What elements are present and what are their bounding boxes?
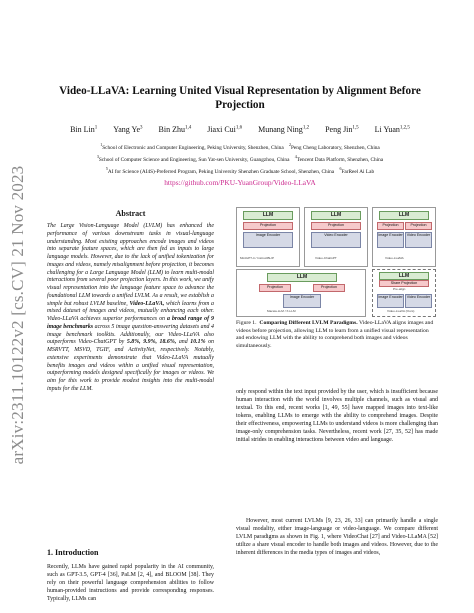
paradigm-panel [304, 207, 368, 267]
image-encoder-block: Image Encoder [377, 232, 404, 248]
image-encoder-block: Image Encoder [377, 294, 404, 308]
llm-block: LLM [267, 273, 337, 282]
share-projection-block: Share Projection [379, 280, 429, 287]
author: Yang Ye$^3$ [113, 125, 143, 134]
abstract-heading: Abstract [115, 209, 146, 218]
projection-block: Projection [243, 222, 293, 230]
author: Peng Jin$^{1,5}$ [325, 125, 359, 134]
intro-continuation-paragraph: only respond within the text input provided by the user, which is insufficient because human interaction with the world involves multiple channels, such as visual and textual. To this end, recent works [1, 49, 55] have mapped images into text-like tokens, enabling LLMs to emerge with the ability to comprehend images. Despite their effectiveness, empowering LLMs to understand videos is more challenging than image-only comprehension tasks. Nevertheless, recent work [27, 35, 52] has made initial strides in enabling interactions between video and language. [236, 389, 438, 443]
author: Bin Lin$^1$ [70, 125, 98, 134]
arxiv-identifier: arXiv:2311.10122v2 [cs.CV] 21 Nov 2023 [8, 165, 27, 465]
figure-1-bottom-row [236, 269, 436, 317]
video-encoder-block: Video Encoder [311, 232, 361, 248]
projection-block: Projection [313, 284, 345, 292]
author: Munang Ning$^{1,2}$ [258, 125, 310, 134]
video-encoder-block: Video Encoder [405, 294, 432, 308]
github-link[interactable]: https://github.com/PKU-YuanGroup/Video-LLaVA [164, 178, 316, 187]
paradigm-panel [236, 269, 366, 317]
llm-block: LLM [379, 211, 429, 220]
image-encoder-block: Image Encoder [283, 294, 321, 308]
paradigm-panel-ours [372, 269, 436, 317]
image-encoder-block: Image Encoder [243, 232, 293, 248]
projection-block: Projection [405, 222, 432, 230]
prealign-label: Pre-align [393, 287, 406, 291]
paradigm-panel [236, 207, 300, 267]
paradigm-panel [372, 207, 436, 267]
intro-text: Recently, LLMs have gained rapid popularity in the AI community, such as GPT-3.5, GPT-4 [36], PaLM [2, 4], and BLOOM [38]. They rely on their powerful language comprehension abilities to follow human-provided instructions and provide corresponding responses. Typically, LLMs can [47, 564, 214, 602]
llm-block: LLM [379, 272, 429, 280]
arxiv-sidebar-stamp [4, 150, 32, 480]
author: Bin Zhu$^{1,4}$ [158, 125, 192, 134]
projection-block: Projection [377, 222, 404, 230]
panel-label: Video-LLaVA (Ours) [387, 309, 415, 313]
intro-continuation-paragraph: However, most current LVLMs [9, 23, 26, 33] can primarily handle a single visual modality, either image-language or video-language. We compare different LVLM paradigms as shown in Fig. 1, where VideoChat [27] and Video-LLaMA [52] utilize a share visual encoder to handle both images and videos. However, due to the inherent differences in the media types of images and videos, [236, 518, 438, 556]
affiliation-line: $^5$AI for Science (AI4S)-Preferred Program, Peking University Shenzhen Graduate School, Shenzhen, China $^6$FarReel Ai Lab [105, 166, 375, 175]
panel-label: Video-ChatGPT [315, 256, 337, 260]
projection-block: Projection [311, 222, 361, 230]
llm-block: LLM [243, 211, 293, 220]
author-list [45, 125, 435, 134]
affiliation-line: $^1$School of Electronic and Computer Engineering, Peking University, Shenzhen, China $^2$Peng Cheng Laboratory, Shenzhen, China [100, 142, 380, 151]
paper-title: Video-LLaVA: Learning United Visual Representation by Alignment Before Projection [59, 85, 421, 111]
panel-label: MiniGPT-4 / InstructBLIP [240, 256, 275, 260]
video-encoder-block: Video Encoder [405, 232, 432, 248]
author: Li Yuan$^{1,2,5}$ [374, 125, 410, 134]
figure-1-caption: Figure 1. Comparing Different LVLM Paradigms. Video-LLaVA aligns images and videos before projection, allowing LLM to learn from a unified visual representation and endowing LLM with the ability to comprehend both images and videos simultaneously. [236, 320, 434, 349]
projection-block: Projection [259, 284, 291, 292]
affiliation-line: $^3$School of Computer Science and Engineering, Sun Yat-sen University, Guangzhou, China $^4$Tencent Data Platform, Shenzhen, China [96, 154, 384, 163]
section-heading-introduction: 1. Introduction [47, 548, 99, 557]
author: Jiaxi Cui$^{1,6}$ [207, 125, 243, 134]
panel-label: Video-LLaMA [385, 256, 404, 260]
llm-block: LLM [311, 211, 361, 220]
figure-1-top-row [236, 207, 436, 267]
panel-label: Macaw-LLM / X-LLM [267, 309, 296, 313]
abstract-text: The Large Vision-Language Model (LVLM) has enhanced the performance of various downstream tasks in visual-language understanding. Most existing approaches encode images and videos into separate feature spaces, which are then fed as inputs to large language models. However, due to the lack of unified tokenization for images and videos, namely misalignment before projection, it becomes challenging for a Large Language Model (LLM) to learn multi-modal interactions from several poor projection layers. In this work, we unify visual representation into the language feature space to advance the foundational LLM towards a unified LVLM. As a result, we establish a simple but robust LVLM baseline, Video-LLaVA, which learns from a mixed dataset of images and videos, mutually enhancing each other. Video-LLaVA achieves superior performances on a broad range of 9 image benchmarks across 5 image question-answering datasets and 4 image benchmark toolkits. Additionally, our Video-LLaVA also outperforms Video-ChatGPT by 5.8%, 9.9%, 18.6%, and 10.1% on MSRVTT, MSVD, TGIF, and ActivityNet, respectively. Notably, extensive experiments demonstrate that Video-LLaVA mutually benefits images and videos within a unified visual representation, outperforming models designed specifically for images or videos. We aim for this work to provide modest insights into the multi-modal inputs for the LLM. [47, 223, 214, 392]
